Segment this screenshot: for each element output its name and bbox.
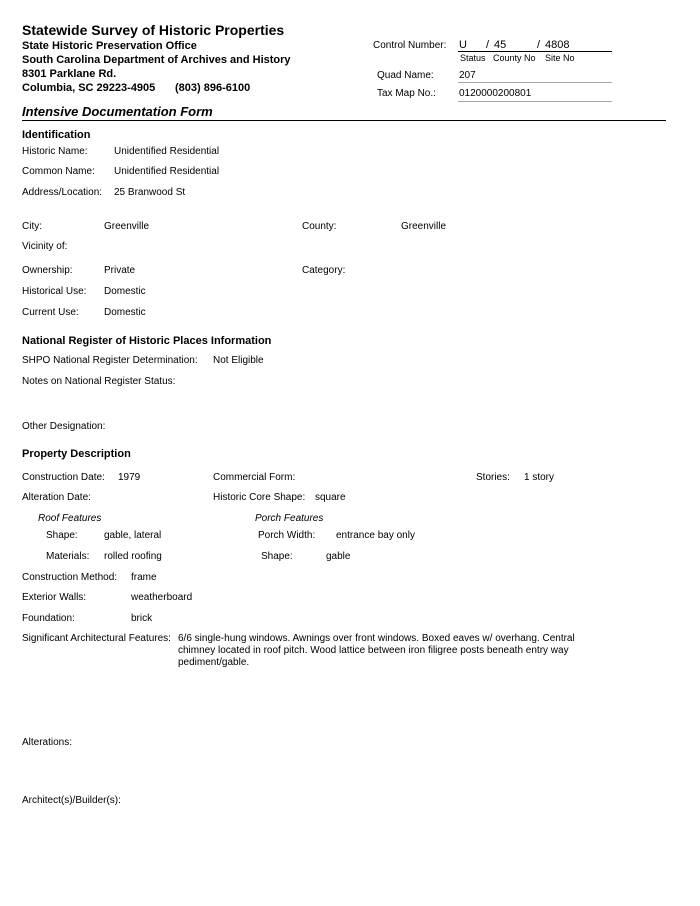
ownership-label: Ownership:: [22, 265, 73, 276]
city-label: City:: [22, 221, 42, 232]
address-value: 25 Branwood St: [114, 187, 186, 198]
control-county-no: 45: [494, 39, 507, 51]
roof-shape-value: gable, lateral: [104, 530, 162, 541]
historical-use-value: Domestic: [104, 286, 146, 297]
form-title: Intensive Documentation Form: [22, 104, 213, 119]
site-caption: Site No: [545, 53, 575, 63]
nr-notes-label: Notes on National Register Status:: [22, 376, 176, 387]
common-name-value: Unidentified Residential: [114, 166, 220, 177]
foundation-value: brick: [131, 613, 153, 624]
vicinity-label: Vicinity of:: [22, 241, 68, 252]
construction-method-value: frame: [131, 572, 157, 583]
property-description-heading: Property Description: [22, 448, 131, 460]
office-phone: (803) 896-6100: [175, 82, 251, 94]
control-number-label: Control Number:: [373, 40, 447, 51]
nr-determination-label: SHPO National Register Determination:: [22, 355, 198, 366]
roof-materials-value: rolled roofing: [104, 551, 162, 562]
porch-features-heading: Porch Features: [255, 513, 324, 524]
county-value: Greenville: [401, 221, 447, 232]
office-name: State Historic Preservation Office: [22, 40, 197, 52]
architect-label: Architect(s)/Builder(s):: [22, 795, 121, 806]
stories-value: 1 story: [524, 472, 555, 483]
core-shape-value: square: [315, 492, 346, 503]
features-value: 6/6 single-hung windows. Awnings over front windows. Boxed eaves w/ overhang. Central chimney located in roof pitch. Wood lattice between iron filigree posts beneath entry way pediment/gable.: [178, 633, 575, 668]
core-shape-label: Historic Core Shape:: [213, 492, 306, 503]
porch-width-value: entrance bay only: [336, 530, 415, 541]
nr-determination-value: Not Eligible: [213, 355, 264, 366]
form-title-rule: [22, 120, 666, 121]
office-street: 8301 Parklane Rd.: [22, 68, 117, 80]
status-caption: Status: [460, 53, 486, 63]
common-name-label: Common Name:: [22, 166, 95, 177]
control-sep-1: /: [486, 39, 490, 51]
quad-name-value: 207: [459, 70, 476, 81]
city-value: Greenville: [104, 221, 150, 232]
porch-shape-value: gable: [326, 551, 351, 562]
department-name: South Carolina Department of Archives and History: [22, 54, 291, 66]
identification-heading: Identification: [22, 129, 91, 141]
other-designation-label: Other Designation:: [22, 421, 106, 432]
stories-label: Stories:: [476, 472, 510, 483]
porch-width-label: Porch Width:: [258, 530, 316, 541]
survey-title: Statewide Survey of Historic Properties: [22, 22, 285, 38]
roof-shape-label: Shape:: [46, 530, 78, 541]
category-label: Category:: [302, 265, 346, 276]
county-label: County:: [302, 221, 337, 232]
control-site-no: 4808: [545, 39, 570, 51]
national-register-heading: National Register of Historic Places Information: [22, 335, 272, 347]
historic-name-value: Unidentified Residential: [114, 146, 220, 157]
tax-map-label: Tax Map No.:: [377, 88, 436, 99]
roof-features-heading: Roof Features: [38, 513, 102, 524]
commercial-form-label: Commercial Form:: [213, 472, 296, 483]
alteration-date-label: Alteration Date:: [22, 492, 91, 503]
foundation-label: Foundation:: [22, 613, 75, 624]
construction-method-label: Construction Method:: [22, 572, 118, 583]
construction-date-label: Construction Date:: [22, 472, 105, 483]
roof-materials-label: Materials:: [46, 551, 90, 562]
tax-map-value: 0120000200801: [459, 88, 532, 99]
features-label: Significant Architectural Features:: [22, 633, 171, 644]
historic-name-label: Historic Name:: [22, 146, 88, 157]
alterations-label: Alterations:: [22, 737, 73, 748]
tax-map-underline: [458, 101, 612, 102]
exterior-walls-label: Exterior Walls:: [22, 592, 87, 603]
quad-name-underline: [458, 82, 612, 83]
porch-shape-label: Shape:: [261, 551, 293, 562]
ownership-value: Private: [104, 265, 136, 276]
office-city: Columbia, SC 29223-4905: [22, 82, 156, 94]
quad-name-label: Quad Name:: [377, 70, 434, 81]
control-status: U: [459, 39, 467, 51]
construction-date-value: 1979: [118, 472, 141, 483]
historical-use-label: Historical Use:: [22, 286, 87, 297]
address-label: Address/Location:: [22, 187, 103, 198]
current-use-label: Current Use:: [22, 307, 79, 318]
control-number-underline: [458, 51, 612, 52]
current-use-value: Domestic: [104, 307, 146, 318]
county-caption: County No: [493, 53, 536, 63]
exterior-walls-value: weatherboard: [131, 592, 193, 603]
control-sep-2: /: [537, 39, 541, 51]
